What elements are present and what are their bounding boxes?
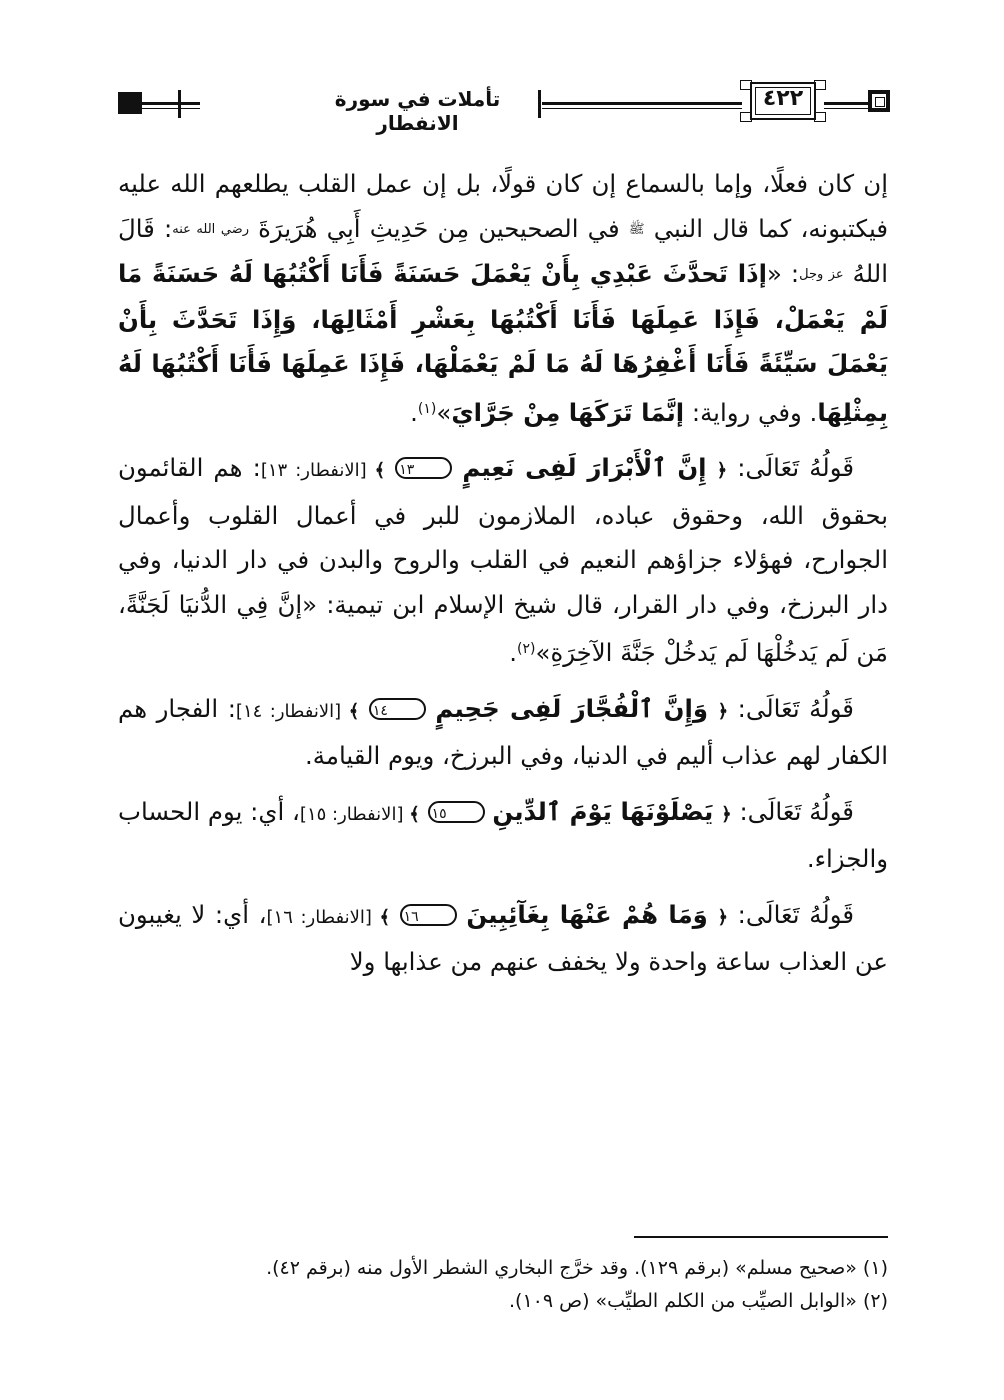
text: : هم القائمون بحقوق الله، وحقوق عباده، الملازمون للبر في أعمال القلوب وأعمال الجوارح، فهؤلاء جزاؤهم النعيم في القلب والروح والبدن في دار الدنيا، وفي دار البرزخ، وفي دار القرار، قال شيخ الإسلام ابن تيمية: «إنَّ فِي الدُّنيَا لَجَنَّةً، مَن لَم يَدخُلْهَا لَم يَدخُلْ جَنَّةَ الآخِرَةِ»	[118, 453, 888, 667]
quran-bracket: ﴾	[374, 460, 386, 481]
footnote-separator	[634, 1236, 888, 1238]
quran-verse: يَصْلَوْنَهَا يَوْمَ ٱلدِّينِ	[492, 796, 714, 826]
text: .	[410, 397, 418, 427]
footnote-2: (٢) «الوابل الصيِّب من الكلم الطيِّب» (ص ١٠٩).	[509, 1290, 888, 1312]
text: : قَالَ اللهُ	[118, 213, 888, 288]
paragraph-2	[118, 446, 888, 676]
text: ، أي: يوم الحساب والجزاء.	[118, 796, 888, 873]
hadith-text: إذَا تَحدَّثَ عَبْدِي بِأَنْ يَعْمَلَ حَسَنَةً فَأَنَا أَكْتُبُهَا لَهُ حَسَنَةً مَا لَمْ يَعْمَلْ، فَإِذَا عَمِلَهَا فَأَنَا أَكْتُبُهَا بِعَشْرِ أَمْثَالِهَا، وَإِذَا تَحَدَّثَ بِأَنْ يَعْمَلَ سَيِّئَةً فَأَنَا أَغْفِرُهَا لَهُ مَا لَمْ يَعْمَلْهَا، فَإِذَا عَمِلَهَا فَأَنَا أَكْتُبُهَا لَهُ بِمِثْلِهَا	[118, 259, 888, 427]
header-divider	[178, 90, 181, 118]
quran-bracket: ﴿	[717, 700, 729, 722]
footnote-ref[interactable]: (١)	[417, 400, 437, 417]
quran-bracket: ﴿	[716, 460, 728, 481]
hadith-text: إنَّمَا تَرَكَهَا مِنْ جَرَّايَ	[451, 397, 685, 427]
text: قَولُهُ تَعَالَى:	[728, 899, 854, 929]
verse-reference: [الانفطار: ١٣]	[260, 460, 375, 481]
header-divider	[538, 90, 541, 118]
running-title: تأملات في سورة الانفطار	[300, 87, 535, 135]
page-number: ٤٢٢	[762, 86, 804, 111]
ayah-number-badge: ١٥	[428, 801, 485, 823]
quran-verse: وَإِنَّ ٱلْفُجَّارَ لَفِى جَحِيمٍ	[435, 693, 709, 723]
footnotes	[118, 1252, 888, 1318]
header-rule-left-thin	[142, 108, 200, 109]
text: : الفجار هم الكفار لهم عذاب أليم في الدنيا، وفي البرزخ، ويوم القيامة.	[118, 693, 888, 770]
honorific: ﷺ	[628, 221, 645, 237]
paragraph-5	[118, 893, 888, 985]
header-ornament-left	[118, 92, 142, 114]
text: .	[509, 638, 518, 667]
paragraph-1	[118, 162, 888, 435]
text: ، أي: لا يغيبون عن العذاب ساعة واحدة ولا يخفف عنهم من عذابها ولا	[118, 899, 888, 976]
header-rule-right-thin	[824, 108, 870, 109]
text: : «	[766, 259, 800, 288]
quran-bracket: ﴾	[409, 803, 420, 825]
text: قَولُهُ تَعَالَى:	[727, 453, 854, 482]
paragraph-4	[118, 790, 888, 882]
footnote-1: (١) «صحيح مسلم» (برقم ١٢٩). وقد خرَّج البخاري الشطر الأول منه (برقم ٤٢).	[266, 1257, 888, 1279]
verse-reference: [الانفطار: ١٤]	[235, 700, 349, 722]
text: في الصحيحين مِن حَدِيثِ أَبِي هُرَيرَةَ	[248, 213, 629, 243]
text: . وفي رواية:	[684, 397, 818, 427]
header-rule-middle	[542, 102, 742, 105]
text: قَولُهُ تَعَالَى:	[731, 796, 854, 826]
verse-reference: [الانفطار: ١٦]	[266, 906, 380, 928]
ayah-number-badge: ١٦	[400, 904, 457, 926]
ayah-number-badge: ١٤	[369, 698, 426, 720]
verse-reference: [الانفطار: ١٥]	[299, 803, 410, 825]
honorific: رضي الله عنه	[172, 221, 249, 237]
quran-verse: وَمَا هُمْ عَنْهَا بِغَآئِبِينَ	[466, 899, 708, 929]
page-header	[118, 78, 890, 135]
quran-verse: إِنَّ ٱلْأَبْرَارَ لَفِى نَعِيمٍ	[462, 453, 707, 482]
quran-bracket: ﴾	[348, 700, 360, 722]
header-rule-middle-thin	[542, 108, 742, 109]
quran-bracket: ﴾	[379, 906, 391, 928]
header-rule-left	[142, 102, 200, 105]
text: قَولُهُ تَعَالَى:	[728, 693, 854, 723]
paragraph-3	[118, 687, 888, 779]
footnote-ref[interactable]: (٢)	[517, 641, 536, 657]
honorific: عز وجل	[799, 267, 844, 282]
ayah-number-badge: ١٣	[395, 457, 452, 479]
text: »	[436, 397, 452, 427]
body-text	[118, 162, 888, 985]
quran-bracket: ﴿	[721, 803, 732, 825]
page-number-frame	[738, 80, 828, 124]
header-ornament-right	[868, 90, 890, 112]
quran-bracket: ﴿	[717, 906, 729, 928]
header-rule-right	[824, 102, 870, 105]
text: إن كان فعلًا، وإما بالسماع إن كان قولًا، بل إن عمل القلب يطلعهم الله عليه فيكتبونه، كما قال النبي	[118, 169, 889, 243]
